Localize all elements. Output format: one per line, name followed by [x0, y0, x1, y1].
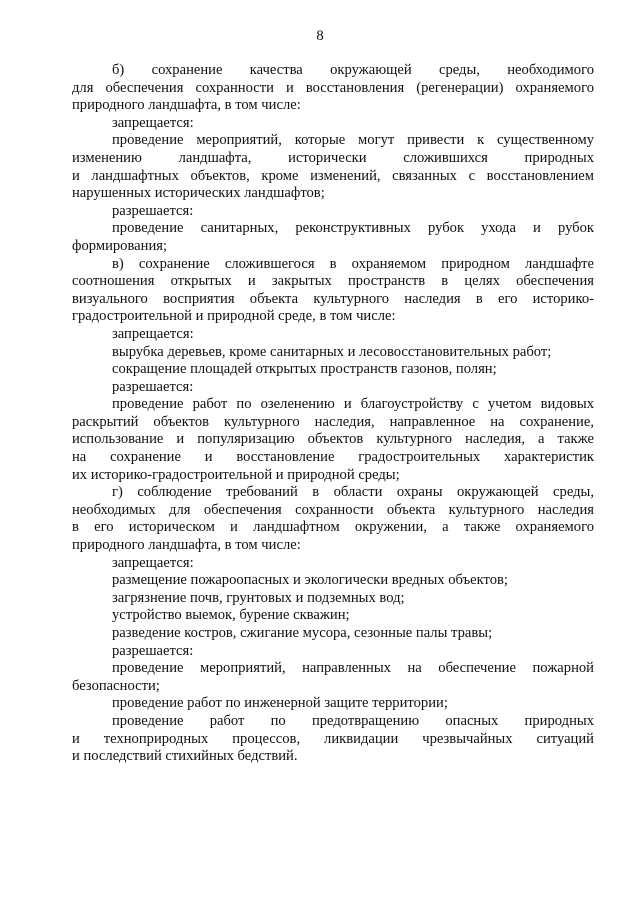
text-line: сокращение площадей открытых пространств газонов, полян; [112, 361, 497, 378]
text-line: проведение работ по озеленению и благоустройству с учетом видовых [112, 396, 594, 413]
text-line: проведение работ по инженерной защите территории; [112, 695, 448, 712]
text-line: нарушенных исторических ландшафтов; [72, 185, 325, 202]
text-line: проведение мероприятий, которые могут привести к существенному [112, 132, 594, 149]
text-line: природного ландшафта, в том числе: [72, 537, 301, 554]
text-line: природного ландшафта, в том числе: [72, 97, 301, 114]
text-line: и технoприродных процессов, ликвидации чрезвычайных ситуаций [72, 730, 594, 747]
text-line: проведение санитарных, реконструктивных рубок ухода и рубок [112, 220, 594, 237]
text-line: формирования; [72, 237, 168, 254]
text-line: б) сохранение качества окружающей среды, необходимого [112, 62, 594, 78]
text-line: визуального восприятия объекта культурного наследия в его историко- [72, 290, 594, 307]
text-line: и ландшафтных объектов, кроме изменений, связанных с восстановлением [72, 167, 594, 184]
text-line: вырубка деревьев, кроме санитарных и лесовосстановительных работ; [112, 343, 552, 360]
text-line: г) соблюдение требований в области охраны окружающей среды, [112, 484, 594, 501]
text-line: необходимых для обеспечения сохранности объекта культурного наследия [72, 501, 594, 518]
text-line: запрещается: [112, 114, 194, 131]
text-line: соотношения открытых и закрытых пространств в целях обеспечения [72, 273, 594, 290]
text-line: раскрытий объектов культурного наследия, направленное на сохранение, [72, 413, 594, 430]
text-line: запрещается: [112, 325, 194, 342]
text-line: изменению ландшафта, исторически сложившихся природных [72, 149, 594, 166]
text-line: загрязнение почв, грунтовых и подземных вод; [112, 589, 405, 606]
text-line: в) сохранение сложившегося в охраняемом природном ландшафте [112, 255, 594, 272]
text-line: проведение мероприятий, направленных на обеспечение пожарной [112, 660, 594, 677]
text-line: разрешается: [112, 642, 194, 659]
text-line: разведение костров, сжигание мусора, сезонные палы травы; [112, 625, 493, 641]
text-line: разрешается: [112, 378, 194, 395]
text-line: и последствий стихийных бедствий. [72, 748, 298, 765]
page-number: 8 [316, 28, 324, 44]
text-line: для обеспечения сохранности и восстановления (регенерации) охраняемого [72, 79, 594, 96]
text-line: использование и популяризацию объектов культурного наследия, а также [72, 431, 594, 448]
text-line: запрещается: [112, 554, 194, 571]
text-line: градостроительной и природной среде, в том числе: [72, 308, 396, 325]
text-line: разрешается: [112, 202, 194, 219]
text-line: безопасности; [72, 677, 160, 694]
document-body [72, 62, 594, 766]
text-line: в его историческом и ландшафтном окружении, а также охраняемого [72, 519, 594, 536]
text-line: размещение пожароопасных и экологически вредных объектов; [112, 572, 508, 589]
text-line: на сохранение и восстановление градостроительных характеристик [72, 449, 594, 466]
text-line: устройство выемок, бурение скважин; [112, 607, 350, 624]
text-line: проведение работ по предотвращению опасных природных [112, 712, 594, 729]
text-line: их историко-градостроительной и природной среды; [72, 466, 400, 483]
